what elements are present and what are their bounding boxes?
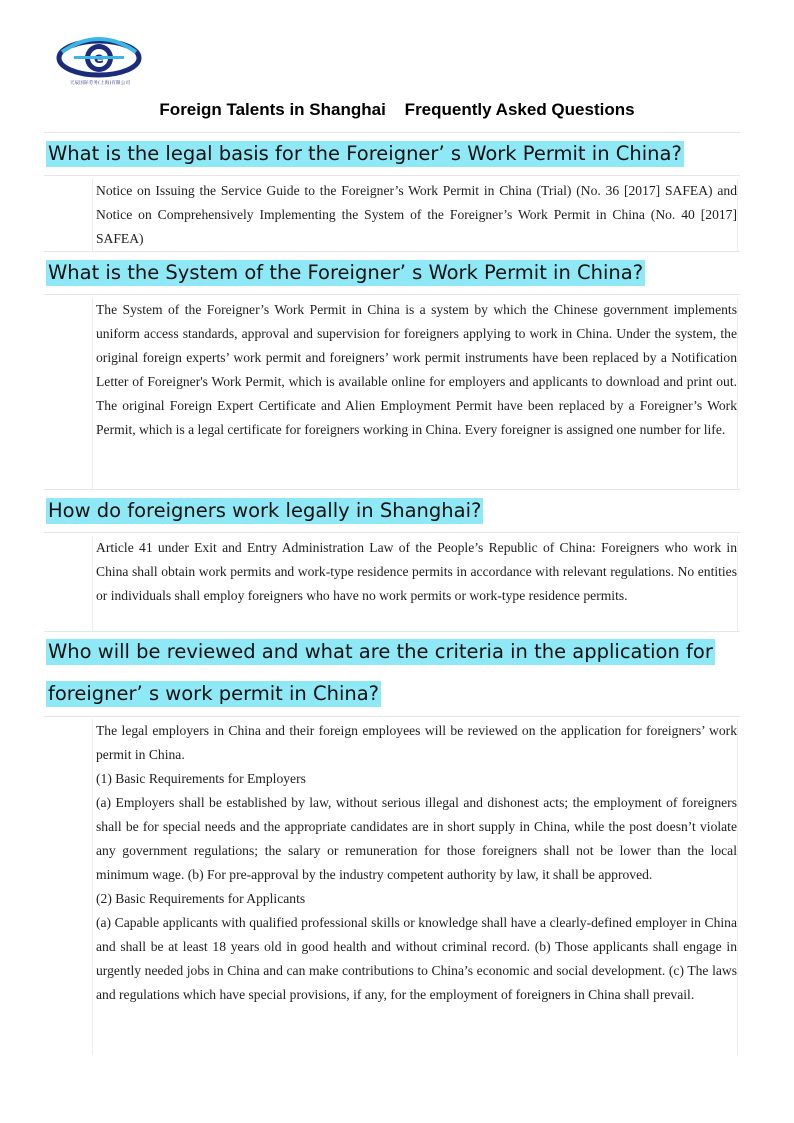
logo-caption: 天辰国际劳务(上海)有限公司 <box>69 81 131 86</box>
page-title: Foreign Talents in Shanghai Frequently Asked Questions <box>159 100 635 119</box>
answer-paragraph: Article 41 under Exit and Entry Administration Law of the People’s Republic of China: Foreigners who work in China shall obtain work permits and work-type residence permits in accordance with relevant regulations. No entities or individuals shall employ foreigners who have no work permits or work-type residence permits. <box>96 540 737 603</box>
faq-question <box>44 631 740 717</box>
answer-paragraph: (a) Employers shall be established by law, without serious illegal and dishonest acts; the employment of foreigners shall be for special needs and the appropriate candidates are in short supply in China, while the post doesn’t violate any government regulations; the salary or remuneration for those foreigners shall not be lower than the local minimum wage. (b) For pre-approval by the industry competent authority by law, it shall be approved. <box>96 795 737 882</box>
answer-subheading: (2) Basic Requirements for Applicants <box>96 891 306 906</box>
faq-question <box>44 251 740 295</box>
faq-answer <box>92 179 738 251</box>
question-text-line-1: Who will be reviewed and what are the criteria in the application for <box>48 640 713 663</box>
faq-answer <box>92 719 738 1055</box>
answer-subheading: (1) Basic Requirements for Employers <box>96 771 306 786</box>
question-text-line-2: foreigner’ s work permit in China? <box>48 682 380 705</box>
answer-paragraph: The legal employers in China and their foreign employees will be reviewed on the application for foreigners’ work permit in China. <box>96 723 737 762</box>
faq-question <box>44 489 740 533</box>
faq-answer <box>92 298 738 490</box>
answer-paragraph: The System of the Foreigner’s Work Permit in China is a system by which the Chinese government implements uniform access standards, approval and supervision for foreigners applying to work in China. Under the system, the original foreign experts’ work permit and foreigners’ work permit instruments have been replaced by a Notification Letter of Foreigner's Work Permit, which is available online for employers and applicants to download and print out. The original Foreign Expert Certificate and Alien Employment Permit have been replaced by a Foreigner’s Work Permit, which is a legal certificate for foreigners working in China. Every foreigner is assigned one number for life. <box>96 302 737 437</box>
faq-answer <box>92 536 738 632</box>
question-text: What is the legal basis for the Foreigner’ s Work Permit in China? <box>48 142 682 165</box>
faq-question <box>44 132 740 176</box>
answer-paragraph: (a) Capable applicants with qualified professional skills or knowledge shall have a clearly-defined employer in China and shall be at least 18 years old in good health and without criminal record. (b) Those applicants shall engage in urgently needed jobs in China and can make contributions to China’s economic and social development. (c) The laws and regulations which have special provisions, if any, for the employment of foreigners in China shall prevail. <box>96 915 737 1002</box>
question-text: What is the System of the Foreigner’ s Work Permit in China? <box>48 261 644 284</box>
question-text: How do foreigners work legally in Shanghai? <box>48 499 482 522</box>
answer-paragraph: Notice on Issuing the Service Guide to the Foreigner’s Work Permit in China (Trial) (No. 36 [2017] SAFEA) and Notice on Comprehensively Implementing the System of the Foreigner’s Work Permit in China (No. 40 [2017] SAFEA) <box>96 183 737 246</box>
